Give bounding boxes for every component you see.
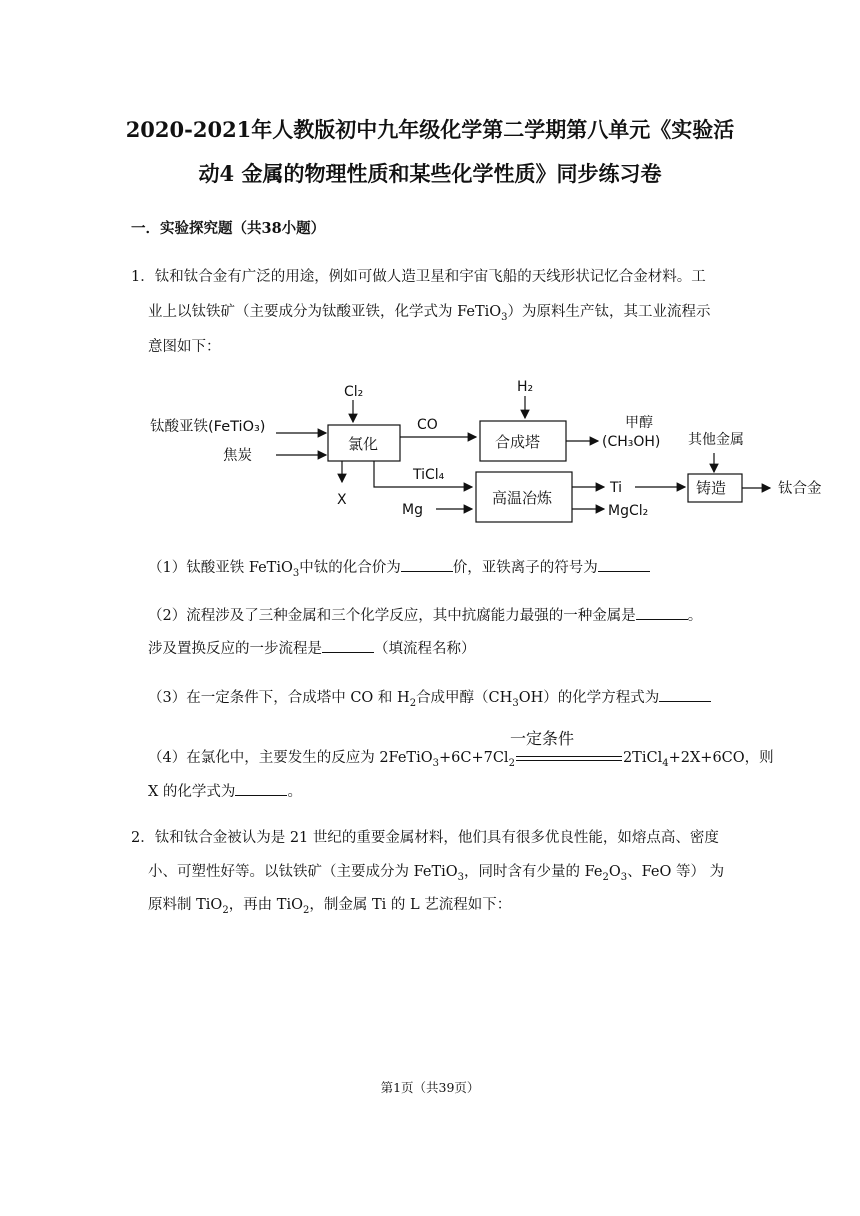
answer-blank[interactable]: [636, 605, 688, 620]
q2-line3: 原料制 TiO$_2$，再由 TiO$_2$，制金属 Ti 的 L 艺流程如下：: [148, 897, 512, 916]
label-casting: 铸造: [696, 479, 727, 497]
label-mgcl2: MgCl₂: [608, 503, 649, 519]
reaction-equals-sign: [516, 756, 622, 761]
label-ticl4: TiCl₄: [413, 467, 445, 483]
process-flow-diagram: [140, 370, 840, 530]
label-alloy: 钛合金: [778, 481, 822, 497]
page-footer: 第1页（共39页）: [380, 1080, 480, 1095]
section-heading: 一．实验探究题（共38小题）: [131, 220, 326, 237]
answer-blank[interactable]: [659, 687, 711, 702]
label-x: X: [337, 492, 347, 508]
doc-title-line2: 动4 金属的物理性质和某些化学性质》同步练习卷: [198, 161, 662, 186]
label-smelting: 高温冶炼: [492, 489, 553, 507]
label-feti: 钛酸亚铁(FeTiO₃): [150, 419, 266, 435]
reaction-condition: 一定条件: [510, 729, 575, 748]
q2-line1: 2．钛和钛合金被认为是 21 世纪的重要金属材料，他们具有很多优良性能，如熔点高、密度: [131, 830, 719, 846]
answer-blank[interactable]: [598, 557, 650, 572]
q1-part3: （3）在一定条件下，合成塔中 CO 和 $H_2$合成甲醇$(CH_3OH)$的化学方程式为: [148, 686, 711, 709]
q1-part1: （1）钛酸亚铁 FeTiO$_3$中钛的化合价为 价，亚铁离子的符号为: [148, 556, 650, 579]
q1-line1: 1．钛和钛合金有广泛的用途，例如可做人造卫星和宇宙飞船的天线形状记忆合金材料。工: [131, 269, 706, 285]
answer-blank[interactable]: [401, 557, 453, 572]
label-methanol: 甲醇: [625, 415, 653, 431]
label-methanol-formula: (CH₃OH): [602, 434, 661, 450]
q1-part2-line2: 涉及置换反应的一步流程是 （填流程名称）: [148, 637, 476, 658]
label-h2: H₂: [517, 379, 534, 395]
label-coke: 焦炭: [223, 448, 252, 464]
label-ti: Ti: [610, 480, 623, 496]
q1-part4-line1: （4）在氯化中，主要发生的反应为 $2FeTiO_3+6C+7Cl_2$ 2TiCl$_4$+2X+6CO，则: [148, 750, 774, 769]
label-mg: Mg: [402, 502, 423, 518]
label-synthesis: 合成塔: [495, 433, 541, 451]
q1-line3: 意图如下：: [148, 339, 221, 355]
q1-part2-line1: （2）流程涉及了三种金属和三个化学反应，其中抗腐能力最强的一种金属是 。: [148, 604, 702, 625]
answer-blank[interactable]: [235, 781, 287, 796]
q1-line2: 业上以钛铁矿（主要成分为钛酸亚铁，化学式为 FeTiO$_3$）为原料生产钛，其工业流程示: [148, 304, 711, 323]
doc-title-line1: 2020-2021年人教版初中九年级化学第二学期第八单元《实验活: [125, 117, 735, 142]
q1-part4-line2: X 的化学式为 。: [148, 780, 302, 801]
label-cl2: Cl₂: [344, 384, 364, 400]
label-co: CO: [417, 417, 438, 433]
answer-blank[interactable]: [322, 638, 374, 653]
label-chlorination: 氯化: [348, 435, 379, 453]
q2-line2: 小、可塑性好等。以钛铁矿（主要成分为 FeTiO$_3$，同时含有少量的 $Fe_2O_3$、FeO 等） 为: [148, 864, 725, 883]
label-other-metals: 其他金属: [688, 432, 744, 448]
